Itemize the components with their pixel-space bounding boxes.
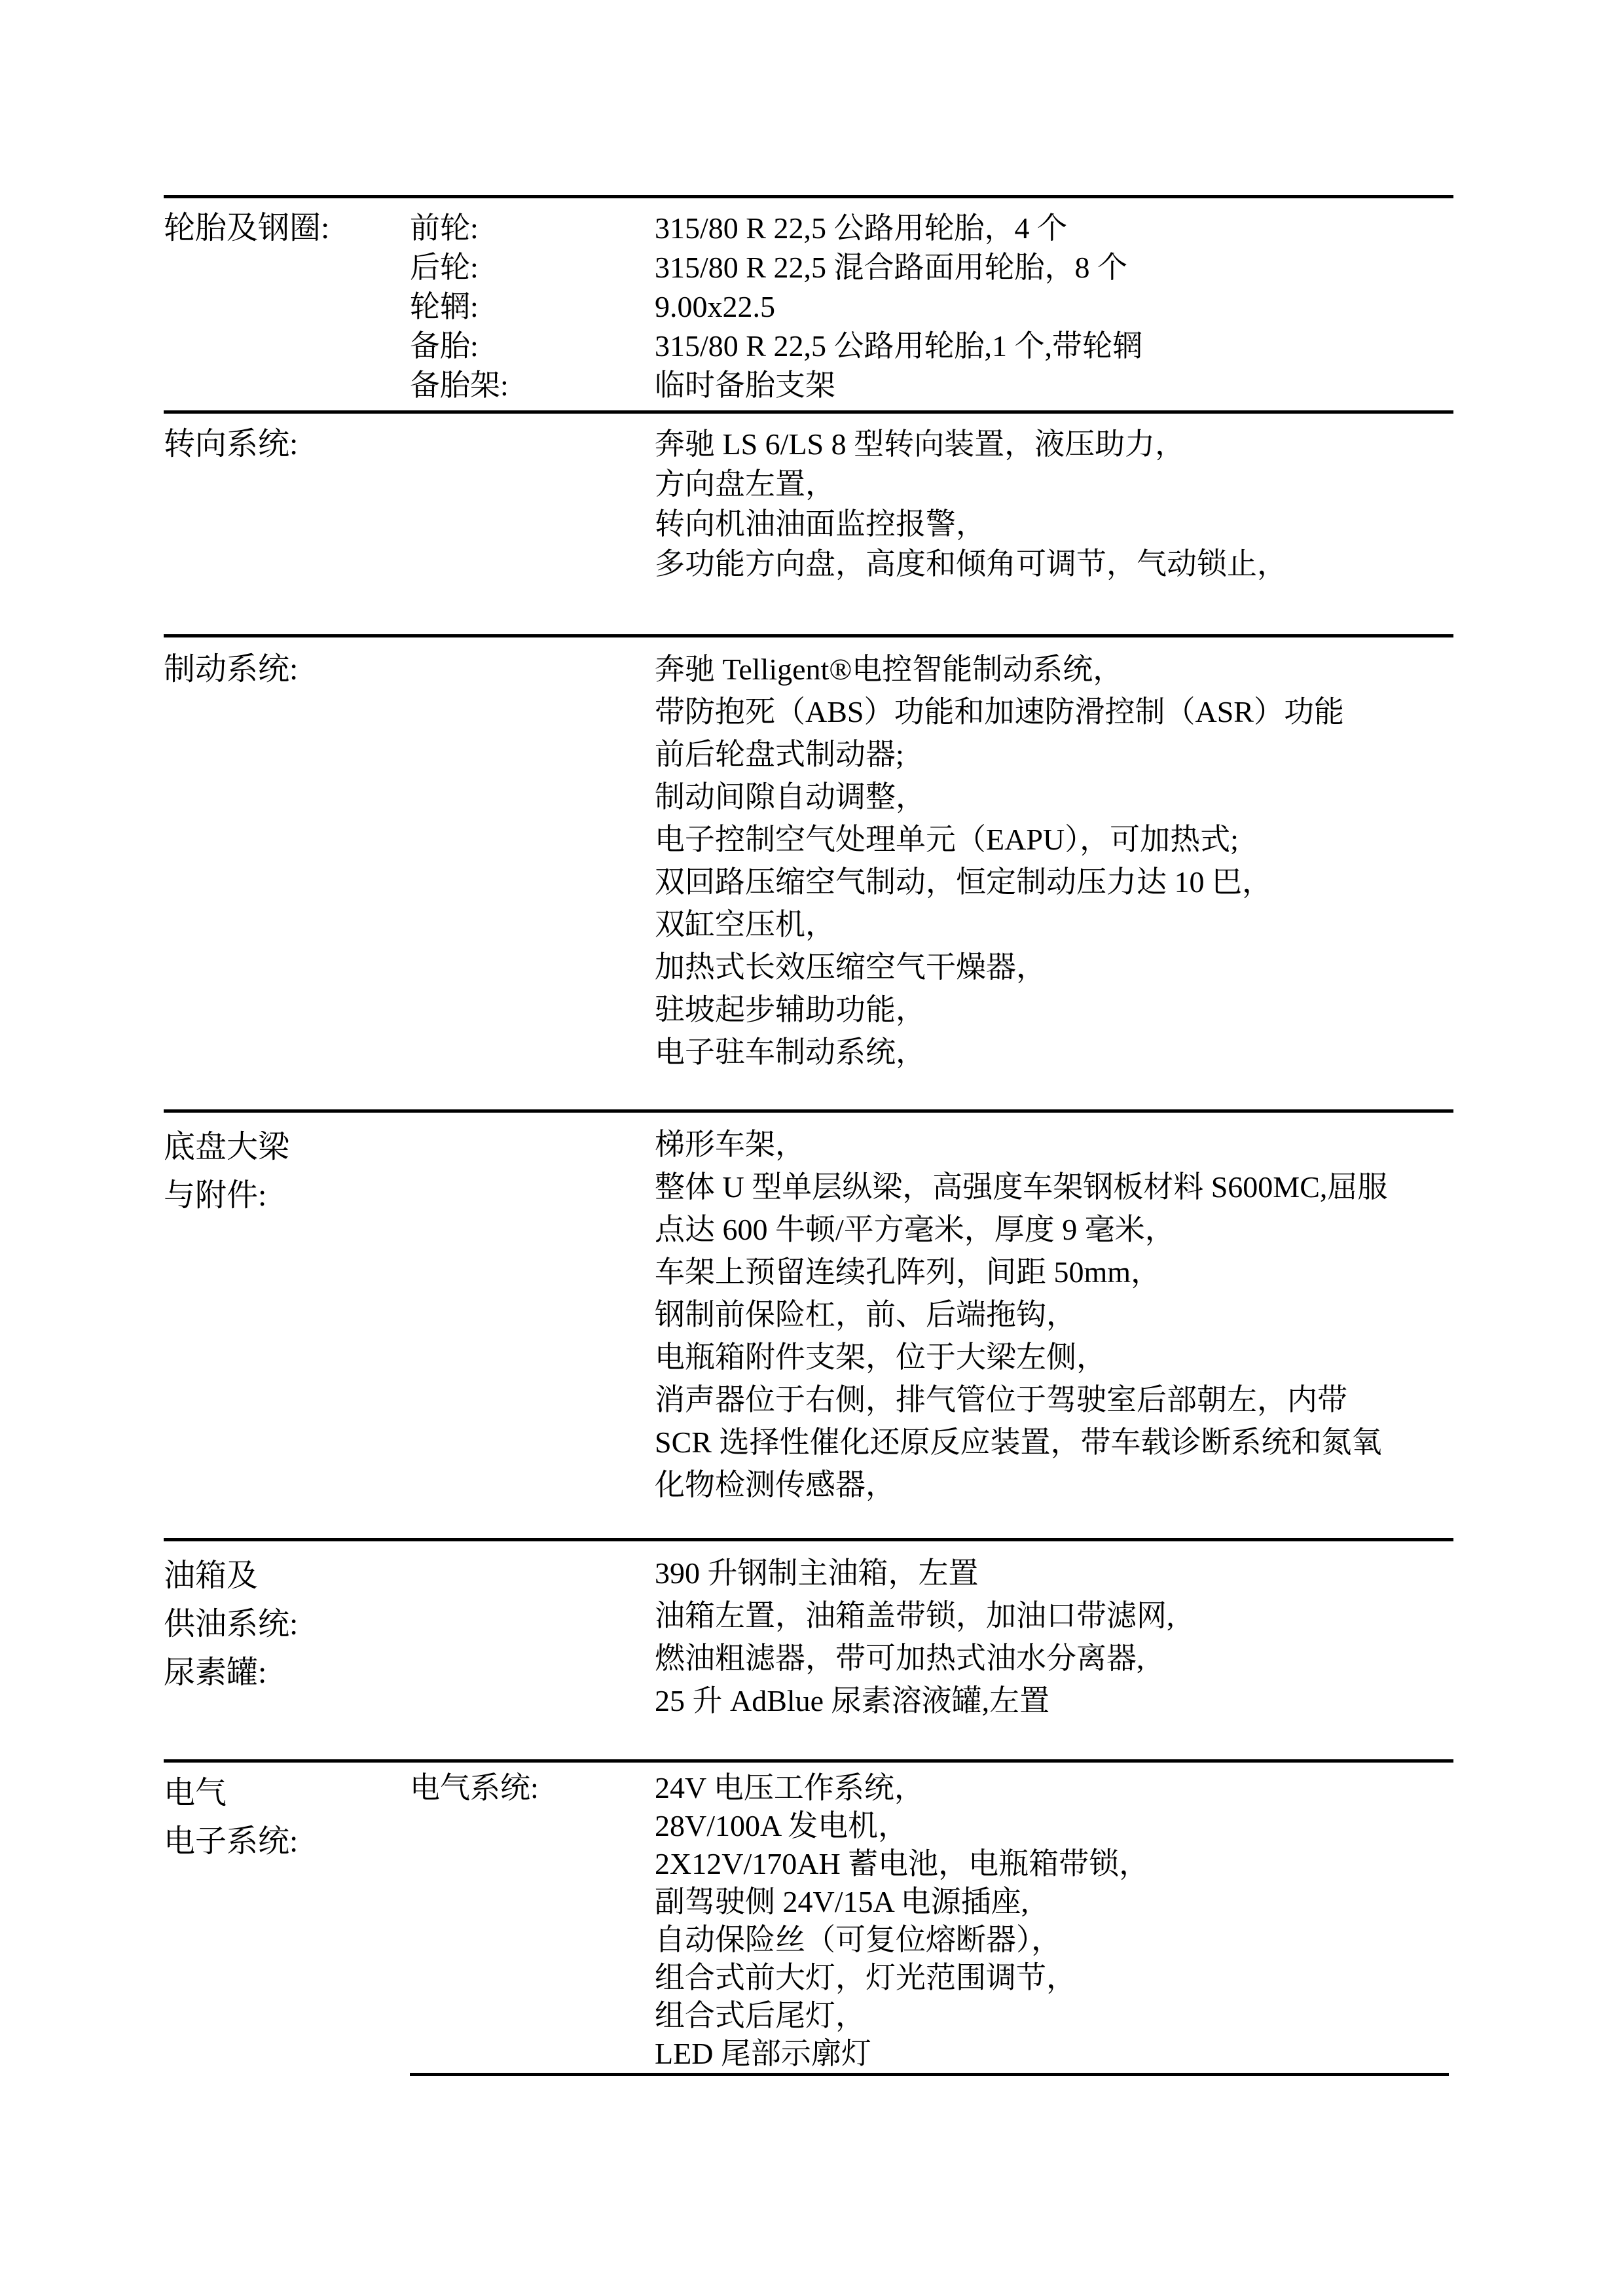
section-label: 电气 bbox=[164, 1776, 227, 1810]
spec-line: 双缸空压机， bbox=[655, 908, 835, 941]
section-fuel-values bbox=[655, 1552, 1486, 1722]
spec-line: 钢制前保险杠，前、后端拖钩， bbox=[655, 1298, 1076, 1331]
row-label-spare-tire: 备胎: bbox=[410, 329, 479, 363]
section-chassis-label-cell bbox=[164, 1123, 410, 1220]
spec-line: 临时备胎支架 bbox=[655, 368, 835, 402]
spec-line: 车架上预留连续孔阵列，间距 50mm， bbox=[655, 1255, 1161, 1289]
section-label: 电子系统: bbox=[164, 1824, 299, 1859]
section-tires-values bbox=[655, 209, 1486, 405]
section-label: 尿素罐: bbox=[164, 1655, 267, 1690]
section-tires bbox=[164, 195, 1453, 410]
spec-line: 24V 电压工作系统， bbox=[655, 1771, 924, 1804]
section-label: 与附件: bbox=[164, 1178, 267, 1213]
section-fuel-label-cell bbox=[164, 1552, 410, 1697]
spec-line: 带防抱死（ABS）功能和加速防滑控制（ASR）功能 bbox=[655, 695, 1344, 728]
spec-line: 28V/100A 发电机， bbox=[655, 1809, 909, 1842]
spec-line: 315/80 R 22,5 混合路面用轮胎，8 个 bbox=[655, 251, 1127, 284]
spec-line: SCR 选择性催化还原反应装置，带车载诊断系统和氮氧 bbox=[655, 1426, 1382, 1459]
spec-line: 副驾驶侧 24V/15A 电源插座, bbox=[655, 1885, 1029, 1918]
section-tires-label-cell bbox=[164, 209, 410, 248]
section-braking-values bbox=[655, 648, 1486, 1073]
spec-line: 315/80 R 22,5 公路用轮胎，4 个 bbox=[655, 211, 1067, 245]
row-label-spare-carrier: 备胎架: bbox=[410, 368, 509, 402]
spec-line: 25 升 AdBlue 尿素溶液罐,左置 bbox=[655, 1684, 1050, 1717]
row-label-electrical-system: 电气系统: bbox=[410, 1771, 539, 1804]
section-steering bbox=[164, 410, 1453, 634]
spec-line: 驻坡起步辅助功能， bbox=[655, 993, 926, 1026]
spec-line: 自动保险丝（可复位熔断器）， bbox=[655, 1923, 1061, 1956]
spec-line: 油箱左置，油箱盖带锁，加油口带滤网, bbox=[655, 1599, 1175, 1632]
spec-line: 制动间隙自动调整， bbox=[655, 780, 926, 814]
spec-line: 前后轮盘式制动器; bbox=[655, 738, 904, 771]
spec-line: 390 升钢制主油箱，左置 bbox=[655, 1556, 979, 1590]
section-electrical-label-cell bbox=[164, 1769, 410, 1866]
section-electrical bbox=[164, 1759, 1453, 2073]
spec-line: 315/80 R 22,5 公路用轮胎,1 个,带轮辋 bbox=[655, 329, 1142, 363]
spec-line: 电子驻车制动系统， bbox=[655, 1035, 926, 1069]
spec-line: 转向机油油面监控报警， bbox=[655, 507, 986, 541]
spec-line: 多功能方向盘，高度和倾角可调节，气动锁止， bbox=[655, 547, 1287, 581]
section-label: 底盘大梁 bbox=[164, 1130, 290, 1164]
section-steering-label-cell bbox=[164, 424, 410, 464]
spec-line: 燃油粗滤器，带可加热式油水分离器, bbox=[655, 1641, 1144, 1675]
row-label-rim: 轮辋: bbox=[410, 290, 479, 323]
section-electrical-values bbox=[655, 1769, 1486, 2073]
spec-line: 梯形车架， bbox=[655, 1128, 805, 1161]
section-braking bbox=[164, 634, 1453, 1109]
section-electrical-sublabels bbox=[410, 1769, 655, 1807]
section-chassis-values bbox=[655, 1123, 1486, 1506]
row-label-rear-wheel: 后轮: bbox=[410, 251, 479, 284]
spec-line: 方向盘左置， bbox=[655, 467, 835, 501]
spec-line: 加热式长效压缩空气干燥器， bbox=[655, 950, 1046, 984]
spec-line: 奔驰 Telligent®电控智能制动系统， bbox=[655, 653, 1123, 686]
spec-line: 9.00x22.5 bbox=[655, 290, 775, 323]
spec-line: 消声器位于右侧，排气管位于驾驶室后部朝左，内带 bbox=[655, 1383, 1347, 1416]
spec-line: 电瓶箱附件支架，位于大梁左侧， bbox=[655, 1340, 1106, 1374]
spec-line: 组合式前大灯，灯光范围调节， bbox=[655, 1961, 1076, 1994]
spec-line: 组合式后尾灯， bbox=[655, 1999, 866, 2032]
section-fuel bbox=[164, 1538, 1453, 1759]
section-label: 油箱及 bbox=[164, 1558, 259, 1593]
spec-line: LED 尾部示廓灯 bbox=[655, 2037, 871, 2070]
section-chassis bbox=[164, 1109, 1453, 1538]
section-label: 供油系统: bbox=[164, 1607, 299, 1641]
spec-line: 化物检测传感器， bbox=[655, 1468, 896, 1501]
spec-line: 2X12V/170AH 蓄电池，电瓶箱带锁， bbox=[655, 1847, 1150, 1880]
section-label: 轮胎及钢圈: bbox=[164, 211, 330, 245]
spec-line: 电子控制空气处理单元（EAPU），可加热式; bbox=[655, 823, 1239, 856]
section-steering-values bbox=[655, 424, 1486, 584]
section-label: 转向系统: bbox=[164, 427, 299, 461]
spec-line: 奔驰 LS 6/LS 8 型转向装置，液压助力， bbox=[655, 427, 1186, 461]
section-tires-sublabels bbox=[410, 209, 655, 405]
spec-line: 双回路压缩空气制动，恒定制动压力达 10 巴， bbox=[655, 865, 1272, 899]
section-braking-label-cell bbox=[164, 648, 410, 691]
spec-table bbox=[164, 195, 1453, 2076]
table-rule-bottom bbox=[410, 2073, 1449, 2076]
section-label: 制动系统: bbox=[164, 652, 299, 687]
spec-line: 点达 600 牛顿/平方毫米，厚度 9 毫米， bbox=[655, 1213, 1175, 1246]
row-label-front-wheel: 前轮: bbox=[410, 211, 479, 245]
spec-line: 整体 U 型单层纵梁，高强度车架钢板材料 S600MC,屈服 bbox=[655, 1170, 1388, 1204]
